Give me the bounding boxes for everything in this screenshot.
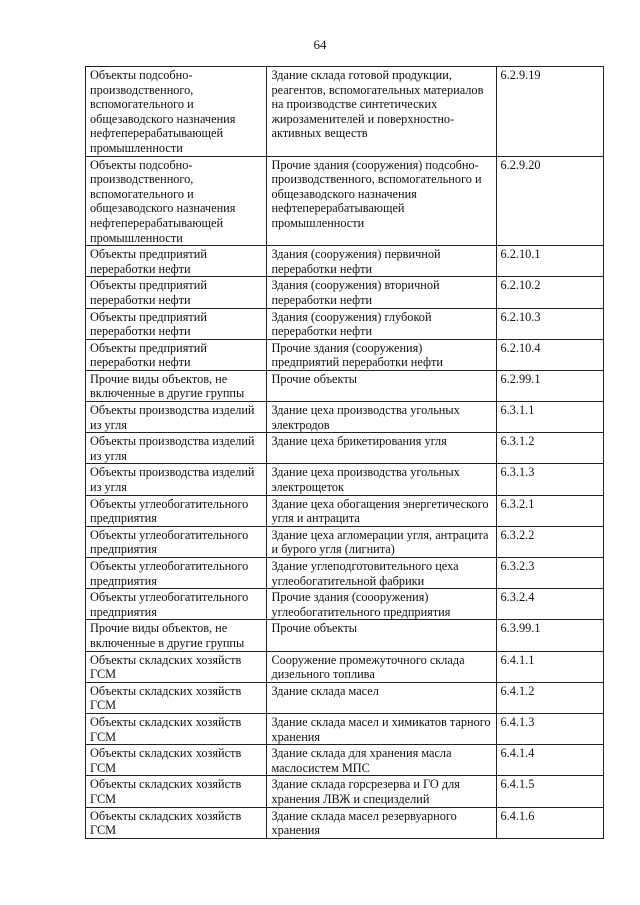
object-code-cell: 6.2.10.2 xyxy=(496,277,603,308)
table-row xyxy=(86,67,604,157)
object-category-cell: Объекты углеобогатительного предприятия xyxy=(86,589,267,620)
table-row xyxy=(86,807,604,838)
object-description-cell: Здание склада масел и химикатов тарного хранения xyxy=(267,713,496,744)
object-category-cell: Объекты производства изделий из угля xyxy=(86,464,267,495)
object-description-cell: Здания (сооружения) вторичной переработки нефти xyxy=(267,277,496,308)
object-category-cell: Объекты углеобогатительного предприятия xyxy=(86,495,267,526)
table-row xyxy=(86,370,604,401)
table-body xyxy=(86,67,604,839)
object-category-cell: Объекты производства изделий из угля xyxy=(86,402,267,433)
object-category-cell: Объекты складских хозяйств ГСМ xyxy=(86,651,267,682)
table-row xyxy=(86,713,604,744)
object-description-cell: Прочие здания (сооружения) подсобно-производственного, вспомогательного и общезаводского назначения нефтеперерабатывающей промышленности xyxy=(267,156,496,246)
object-category-cell: Объекты углеобогатительного предприятия xyxy=(86,526,267,557)
table-row xyxy=(86,776,604,807)
object-description-cell: Здание склада масел xyxy=(267,682,496,713)
object-category-cell: Объекты предприятий переработки нефти xyxy=(86,246,267,277)
object-code-cell: 6.4.1.2 xyxy=(496,682,603,713)
object-category-cell: Объекты подсобно-производственного, вспомогательного и общезаводского назначения нефтеперерабатывающей промышленности xyxy=(86,67,267,157)
object-code-cell: 6.4.1.4 xyxy=(496,745,603,776)
table-row xyxy=(86,464,604,495)
object-code-cell: 6.4.1.6 xyxy=(496,807,603,838)
object-description-cell: Здание склада масел резервуарного хранения xyxy=(267,807,496,838)
classification-table xyxy=(85,66,604,839)
table-row xyxy=(86,651,604,682)
object-description-cell: Здание склада горсрезерва и ГО для хранения ЛВЖ и специзделий xyxy=(267,776,496,807)
table-row xyxy=(86,308,604,339)
object-code-cell: 6.2.9.19 xyxy=(496,67,603,157)
table-row xyxy=(86,589,604,620)
object-code-cell: 6.2.10.1 xyxy=(496,246,603,277)
object-code-cell: 6.3.99.1 xyxy=(496,620,603,651)
object-category-cell: Объекты подсобно-производственного, вспомогательного и общезаводского назначения нефтеперерабатывающей промышленности xyxy=(86,156,267,246)
object-description-cell: Здание цеха производства угольных электродов xyxy=(267,402,496,433)
object-code-cell: 6.2.10.3 xyxy=(496,308,603,339)
object-code-cell: 6.3.1.1 xyxy=(496,402,603,433)
object-code-cell: 6.4.1.3 xyxy=(496,713,603,744)
object-category-cell: Объекты предприятий переработки нефти xyxy=(86,308,267,339)
table-row xyxy=(86,682,604,713)
object-description-cell: Прочие объекты xyxy=(267,620,496,651)
table-row xyxy=(86,745,604,776)
object-description-cell: Здание цеха брикетирования угля xyxy=(267,433,496,464)
object-code-cell: 6.2.99.1 xyxy=(496,370,603,401)
object-category-cell: Прочие виды объектов, не включенные в другие группы xyxy=(86,620,267,651)
table-row xyxy=(86,558,604,589)
object-description-cell: Здание цеха обогащения энергетического угля и антрацита xyxy=(267,495,496,526)
object-category-cell: Объекты складских хозяйств ГСМ xyxy=(86,807,267,838)
table-row xyxy=(86,277,604,308)
table-row xyxy=(86,246,604,277)
object-code-cell: 6.3.2.1 xyxy=(496,495,603,526)
object-description-cell: Здания (сооружения) первичной переработки нефти xyxy=(267,246,496,277)
object-description-cell: Прочие здания (сооружения) предприятий переработки нефти xyxy=(267,339,496,370)
table-row xyxy=(86,156,604,246)
table-row xyxy=(86,620,604,651)
object-category-cell: Объекты складских хозяйств ГСМ xyxy=(86,776,267,807)
object-code-cell: 6.3.1.2 xyxy=(496,433,603,464)
table-row xyxy=(86,526,604,557)
object-category-cell: Объекты предприятий переработки нефти xyxy=(86,339,267,370)
table-row xyxy=(86,402,604,433)
object-code-cell: 6.3.2.3 xyxy=(496,558,603,589)
object-code-cell: 6.3.2.2 xyxy=(496,526,603,557)
object-description-cell: Прочие объекты xyxy=(267,370,496,401)
object-description-cell: Сооружение промежуточного склада дизельного топлива xyxy=(267,651,496,682)
object-description-cell: Здание цеха производства угольных электрощеток xyxy=(267,464,496,495)
object-code-cell: 6.2.10.4 xyxy=(496,339,603,370)
object-code-cell: 6.3.1.3 xyxy=(496,464,603,495)
object-description-cell: Здание склада для хранения масла маслосистем МПС xyxy=(267,745,496,776)
object-category-cell: Объекты углеобогатительного предприятия xyxy=(86,558,267,589)
page-number: 64 xyxy=(313,37,327,52)
object-description-cell: Здание склада готовой продукции, реагентов, вспомогательных материалов на производстве синтетических жирозаменителей и поверхностно-активных веществ xyxy=(267,67,496,157)
object-code-cell: 6.2.9.20 xyxy=(496,156,603,246)
object-code-cell: 6.4.1.1 xyxy=(496,651,603,682)
table-row xyxy=(86,339,604,370)
object-description-cell: Здание углеподготовительного цеха углеобогатительной фабрики xyxy=(267,558,496,589)
object-category-cell: Объекты предприятий переработки нефти xyxy=(86,277,267,308)
object-category-cell: Объекты складских хозяйств ГСМ xyxy=(86,713,267,744)
table-row xyxy=(86,433,604,464)
object-category-cell: Объекты производства изделий из угля xyxy=(86,433,267,464)
object-description-cell: Здание цеха агломерации угля, антрацита и бурого угля (лигнита) xyxy=(267,526,496,557)
object-code-cell: 6.4.1.5 xyxy=(496,776,603,807)
table-row xyxy=(86,495,604,526)
object-code-cell: 6.3.2.4 xyxy=(496,589,603,620)
object-category-cell: Объекты складских хозяйств ГСМ xyxy=(86,745,267,776)
object-category-cell: Прочие виды объектов, не включенные в другие группы xyxy=(86,370,267,401)
object-category-cell: Объекты складских хозяйств ГСМ xyxy=(86,682,267,713)
object-description-cell: Здания (сооружения) глубокой переработки нефти xyxy=(267,308,496,339)
object-description-cell: Прочие здания (соооружения) углеобогатительного предприятия xyxy=(267,589,496,620)
